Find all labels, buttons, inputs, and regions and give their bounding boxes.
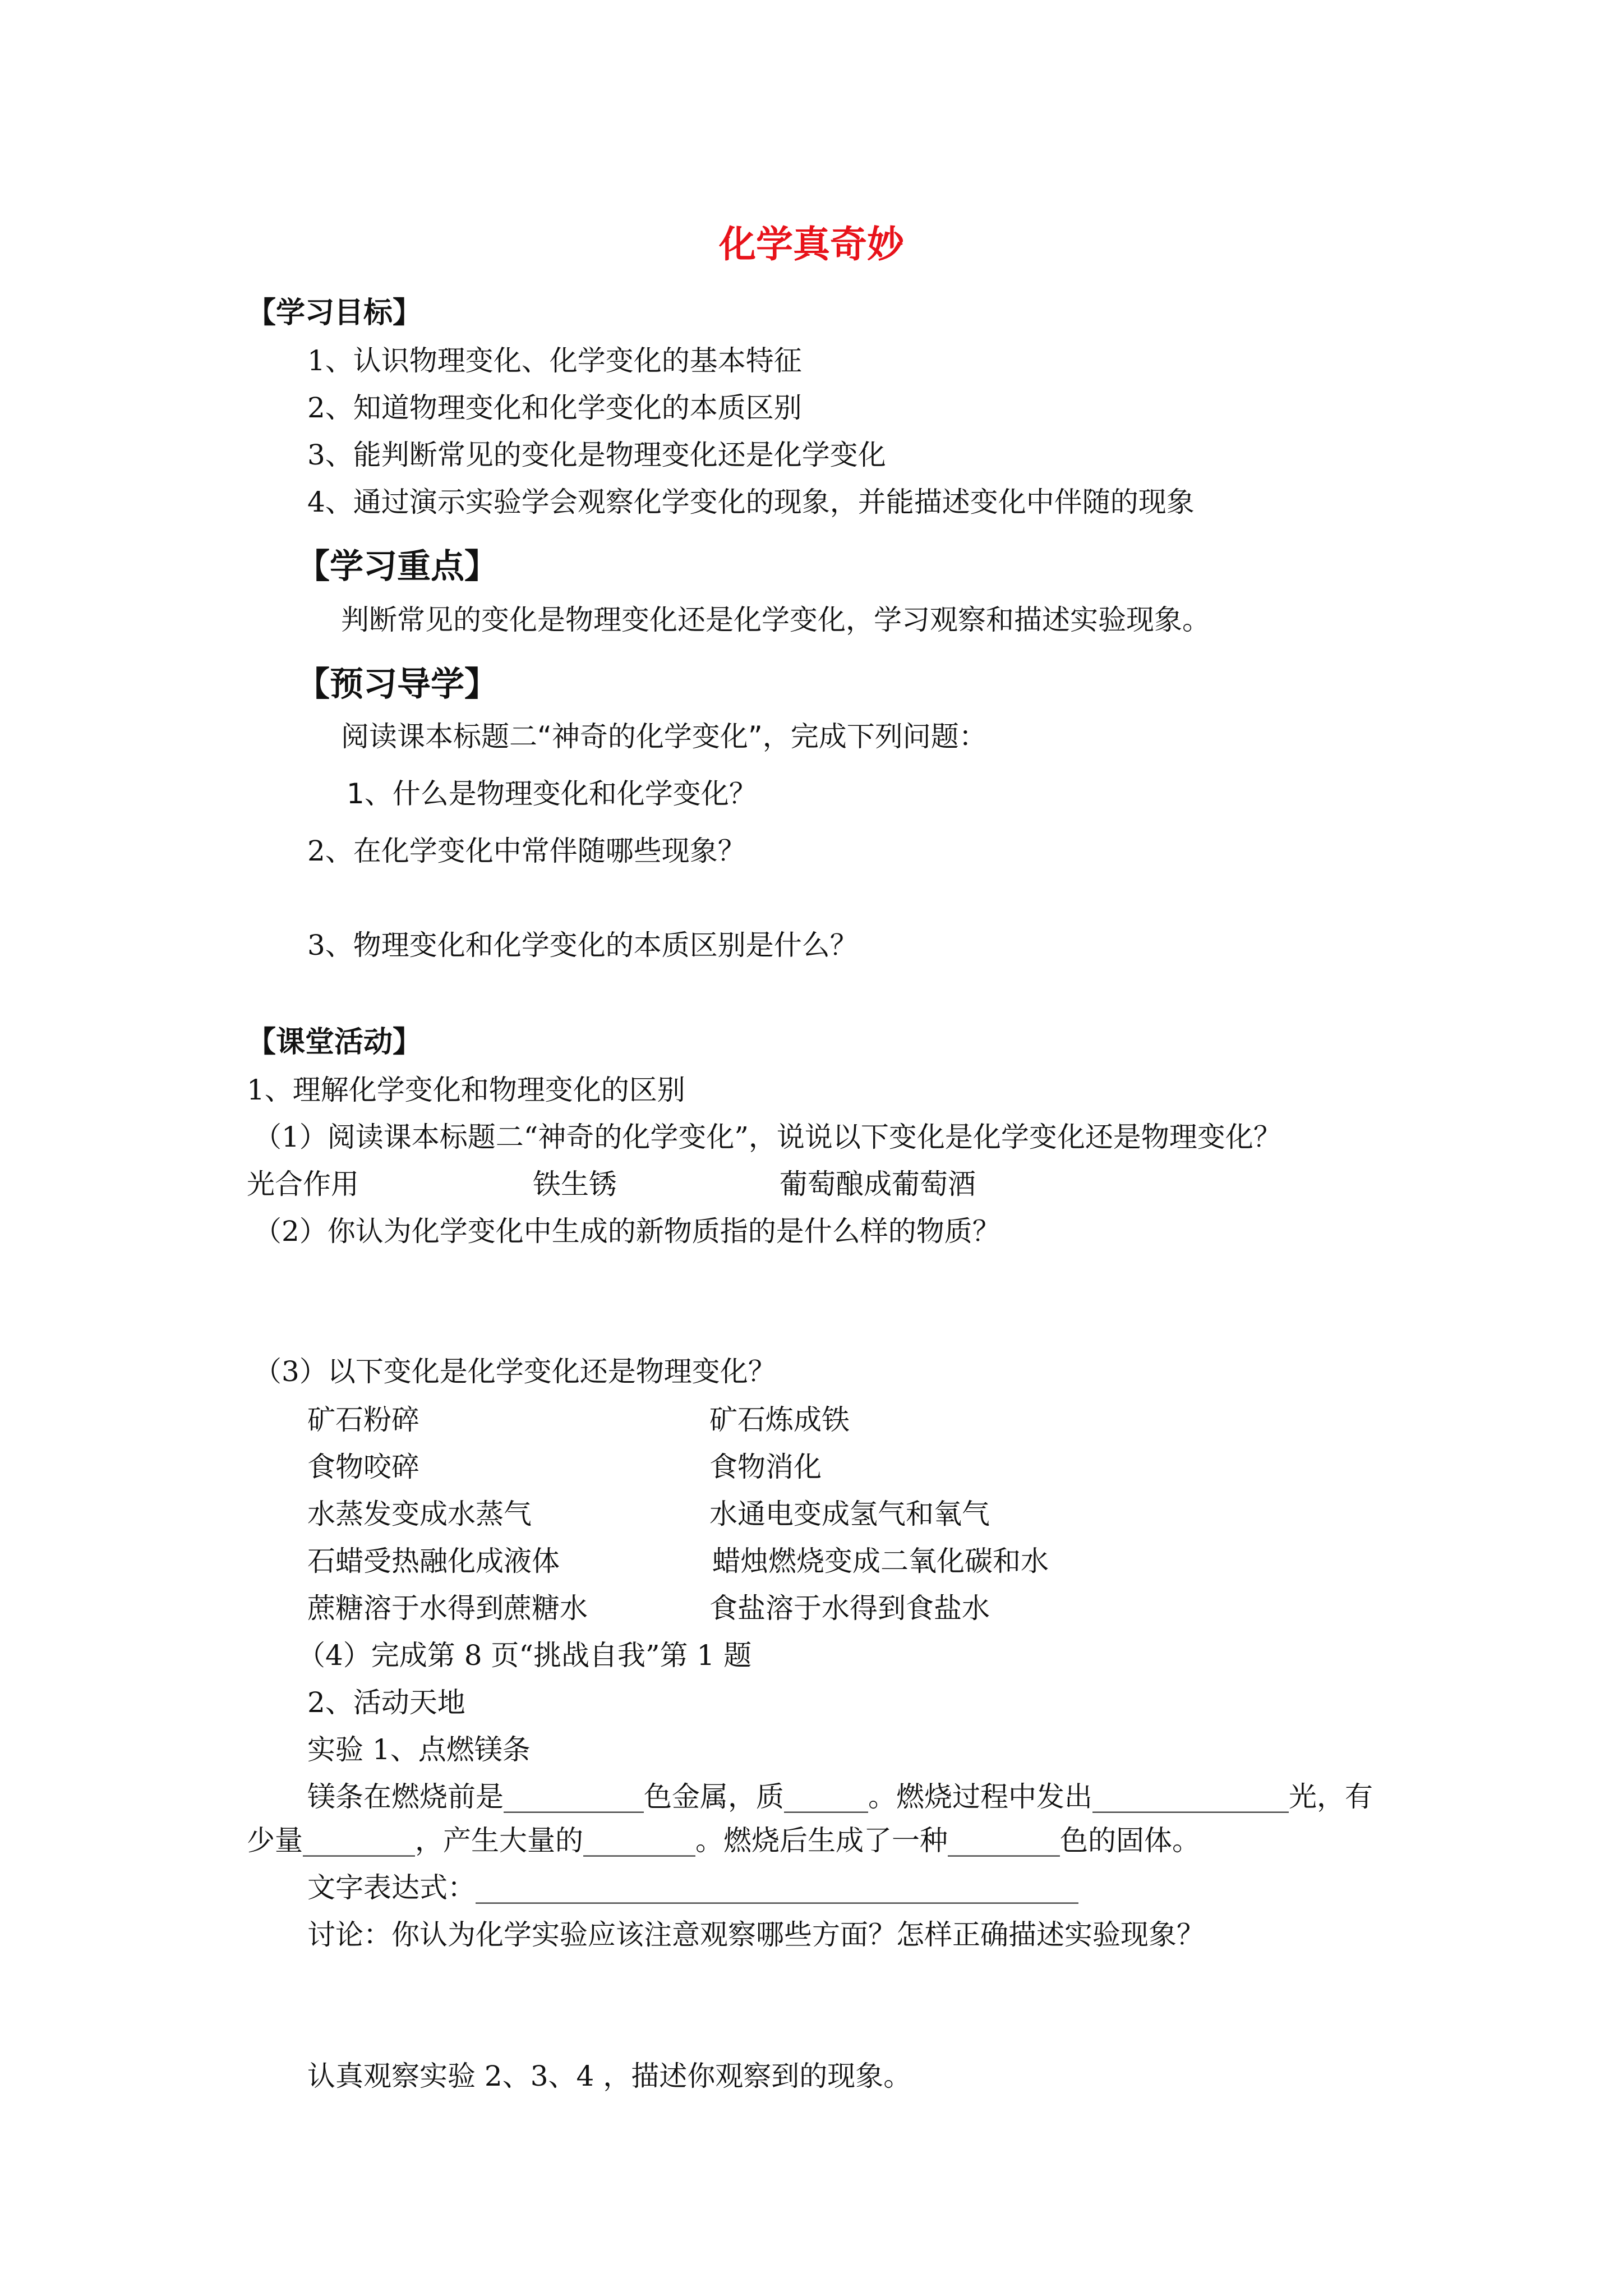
change-item: 石蜡受热融化成液体 — [307, 1545, 560, 1577]
section-heading-focus: 【学习重点】 — [296, 547, 498, 586]
fill-in-line: 少量________，产生大量的________。燃烧后生成了一种________色的固体。 — [247, 1824, 1200, 1857]
focus-text: 判断常见的变化是物理变化还是化学变化，学习观察和描述实验现象。 — [341, 604, 1210, 636]
change-item: 水蒸发变成水蒸气 — [307, 1498, 532, 1530]
goal-item: 4、通过演示实验学会观察化学变化的现象，并能描述变化中伴随的现象 — [307, 486, 1195, 518]
change-item: 矿石粉碎 — [307, 1404, 419, 1436]
activity-question: （1）阅读课本标题二“神奇的化学变化”，说说以下变化是化学变化还是物理变化？ — [253, 1121, 1281, 1153]
word-equation-line: 文字表达式：___________________________________________ — [307, 1871, 1078, 1904]
activity-question: （2）你认为化学变化中生成的新物质指的是什么样的物质？ — [253, 1215, 1000, 1248]
change-item: 矿石炼成铁 — [709, 1404, 850, 1436]
observation-prompt: 认真观察实验 2、3、4 ，描述你观察到的现象。 — [307, 2060, 912, 2092]
activity-subheading: 2、活动天地 — [307, 1686, 465, 1719]
activity-subheading: 1、理解化学变化和物理变化的区别 — [247, 1074, 685, 1106]
preview-intro: 阅读课本标题二“神奇的化学变化”，完成下列问题： — [341, 720, 987, 753]
preview-question: 2、在化学变化中常伴随哪些现象？ — [307, 835, 746, 867]
goal-item: 2、知道物理变化和化学变化的本质区别 — [307, 392, 802, 424]
activity-question: （3）以下变化是化学变化还是物理变化？ — [253, 1355, 776, 1388]
change-item: 蔗糖溶于水得到蔗糖水 — [307, 1592, 588, 1625]
change-item: 蜡烛燃烧变成二氧化碳和水 — [712, 1545, 1049, 1577]
section-heading-preview: 【预习导学】 — [296, 665, 498, 704]
example-item: 铁生锈 — [533, 1168, 617, 1200]
preview-question: 1、什么是物理变化和化学变化？ — [347, 777, 757, 810]
goal-item: 1、认识物理变化、化学变化的基本特征 — [307, 344, 802, 377]
change-item: 食盐溶于水得到食盐水 — [709, 1592, 990, 1625]
experiment-title: 实验 1、点燃镁条 — [307, 1733, 531, 1766]
page-title: 化学真奇妙 — [719, 222, 904, 266]
activity-question: （4）完成第 8 页“挑战自我”第 1 题 — [297, 1639, 752, 1672]
example-item: 光合作用 — [247, 1168, 359, 1200]
change-item: 水通电变成氢气和氧气 — [709, 1498, 990, 1530]
example-item: 葡萄酿成葡萄酒 — [780, 1168, 976, 1200]
discussion-question: 讨论：你认为化学实验应该注意观察哪些方面？怎样正确描述实验现象？ — [307, 1918, 1205, 1951]
change-item: 食物消化 — [709, 1451, 822, 1483]
preview-question: 3、物理变化和化学变化的本质区别是什么？ — [307, 929, 858, 961]
fill-in-line: 镁条在燃烧前是__________色金属，质______。燃烧过程中发出______________光，有 — [307, 1780, 1373, 1813]
goal-item: 3、能判断常见的变化是物理变化还是化学变化 — [307, 439, 886, 471]
change-item: 食物咬碎 — [307, 1451, 419, 1483]
section-heading-goals: 【学习目标】 — [247, 296, 422, 330]
section-heading-activity: 【课堂活动】 — [247, 1025, 422, 1059]
